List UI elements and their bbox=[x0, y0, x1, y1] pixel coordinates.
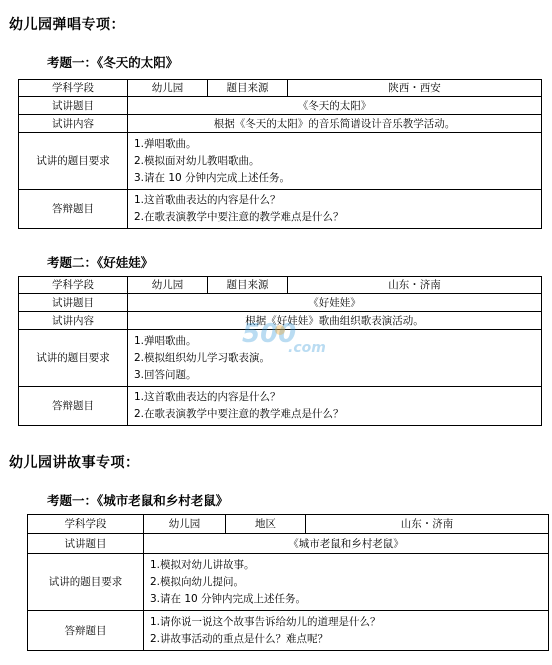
exam-title: 考题一：《冬天的太阳》 bbox=[47, 55, 179, 70]
list-item: 3.请在 10 分钟内完成上述任务。 bbox=[134, 171, 291, 184]
list-item: 1.这首歌曲表达的内容是什么？ bbox=[134, 194, 281, 206]
exam-table bbox=[27, 514, 549, 651]
list-item: 2.模拟组织幼儿学习歌表演。 bbox=[134, 351, 271, 364]
list-item: 1.弹唱歌曲。 bbox=[134, 137, 197, 150]
header-cell: 山东・济南 bbox=[306, 515, 549, 534]
row-label: 试讲题目 bbox=[19, 294, 128, 312]
header-cell: 地区 bbox=[226, 515, 306, 534]
list-item: 1.请你说一说这个故事告诉给幼儿的道理是什么？ bbox=[150, 615, 381, 628]
topic-value: 《好娃娃》 bbox=[128, 294, 542, 312]
content-value: 根据《好娃娃》歌曲组织歌表演活动。 bbox=[128, 312, 542, 330]
header-cell: 陕西・西安 bbox=[288, 80, 542, 97]
row-label: 试讲的题目要求 bbox=[19, 330, 128, 387]
qa-list bbox=[128, 190, 542, 229]
header-cell: 幼儿园 bbox=[128, 277, 208, 294]
topic-value: 《冬天的太阳》 bbox=[128, 97, 542, 115]
requirements-list bbox=[144, 554, 549, 611]
list-item: 2.讲故事活动的重点是什么？难点呢？ bbox=[150, 632, 329, 645]
watermark-suffix: .com bbox=[288, 340, 326, 356]
exam-title: 考题一：《城市老鼠和乡村老鼠》 bbox=[47, 493, 229, 508]
content-value: 根据《冬天的太阳》的音乐简谱设计音乐教学活动。 bbox=[128, 115, 542, 133]
header-cell: 学科学段 bbox=[28, 515, 144, 534]
header-cell: 山东・济南 bbox=[288, 277, 542, 294]
row-label: 试讲题目 bbox=[28, 534, 144, 554]
list-item: 1.弹唱歌曲。 bbox=[134, 334, 197, 347]
row-label: 试讲的题目要求 bbox=[19, 133, 128, 190]
list-item: 2.在歌表演教学中要注意的教学难点是什么？ bbox=[134, 211, 344, 223]
list-item: 1.模拟对幼儿讲故事。 bbox=[150, 558, 255, 571]
list-item: 3.回答问题。 bbox=[134, 368, 197, 381]
header-cell: 幼儿园 bbox=[144, 515, 226, 534]
topic-value: 《城市老鼠和乡村老鼠》 bbox=[144, 534, 549, 554]
header-cell: 学科学段 bbox=[19, 277, 128, 294]
list-item: 2.在歌表演教学中要注意的教学难点是什么？ bbox=[134, 408, 344, 420]
row-label: 试讲内容 bbox=[19, 312, 128, 330]
requirements-list bbox=[128, 330, 542, 387]
row-label: 试讲题目 bbox=[19, 97, 128, 115]
row-label: 试讲的题目要求 bbox=[28, 554, 144, 611]
requirements-list bbox=[128, 133, 542, 190]
list-item: 2.模拟面对幼儿教唱歌曲。 bbox=[134, 154, 260, 167]
header-cell: 幼儿园 bbox=[128, 80, 208, 97]
exam-table bbox=[18, 79, 542, 229]
list-item: 1.这首歌曲表达的内容是什么？ bbox=[134, 391, 281, 403]
list-item: 3.请在 10 分钟内完成上述任务。 bbox=[150, 592, 307, 605]
watermark-text: 500 bbox=[242, 319, 297, 349]
qa-list bbox=[128, 387, 542, 426]
row-label: 答辩题目 bbox=[19, 387, 128, 426]
list-item: 2.模拟向幼儿提问。 bbox=[150, 575, 245, 588]
exam-table bbox=[18, 276, 542, 426]
row-label: 答辩题目 bbox=[19, 190, 128, 229]
header-cell: 题目来源 bbox=[208, 277, 288, 294]
row-label: 试讲内容 bbox=[19, 115, 128, 133]
header-cell: 学科学段 bbox=[19, 80, 128, 97]
exam-title: 考题二：《好娃娃》 bbox=[47, 255, 154, 270]
row-label: 答辩题目 bbox=[28, 611, 144, 651]
header-cell: 题目来源 bbox=[208, 80, 288, 97]
qa-list bbox=[144, 611, 549, 651]
section-title-singing: 幼儿园弹唱专项： bbox=[9, 17, 125, 33]
section-title-storytelling: 幼儿园讲故事专项： bbox=[9, 455, 140, 471]
